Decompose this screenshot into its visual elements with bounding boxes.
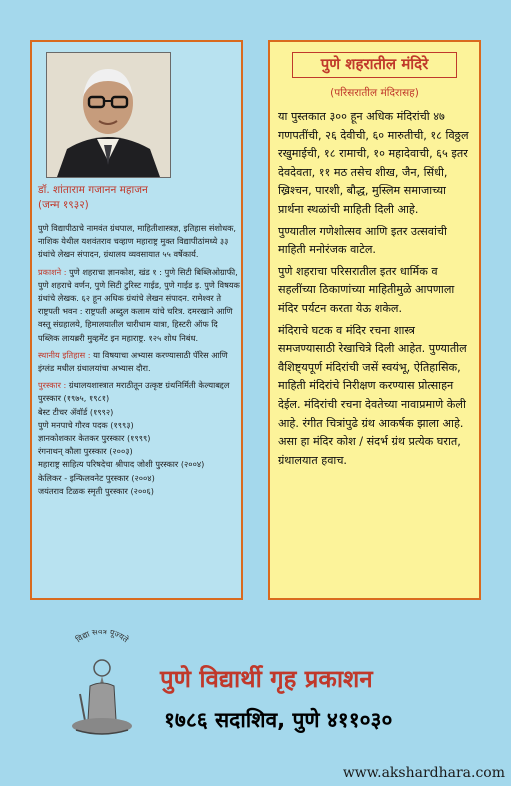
award-item: ग्रंथालयशास्त्रात मराठीतून उत्कृष्ट ग्रंथनिर्मिती केल्याबद्दल पुरस्कार (१९७५, १९८१) [38,380,230,404]
book-title: पुणे शहरातील मंदिरे [292,52,457,78]
publisher-address: १७८६ सदाशिव, पुणे ४११०३० [164,708,393,732]
award-item: जयंतराव टिळक स्मृती पुरस्कार (२००६) [38,485,154,496]
study-text: या विषयाचा अभ्यास करण्यासाठी पॅरिस आणि इंग्लंड मधील ग्रंथालयांचा अभ्यास दौरा. [38,349,228,374]
award-item: बेस्ट टीचर ॲवॉर्ड (१९९२) [38,406,114,417]
author-photo [46,52,171,178]
award-item: रंगनाथन् कौला पुरस्कार (२००३) [38,446,133,457]
desc-paragraph: मंदिराचे घटक व मंदिर रचना शास्त्र समजण्यासाठी रेखाचित्रे दिली आहेत. पुण्यातील वैशिष्ट्यपूर्ण मंदिरांची जसें स्वयंभू, ऐतिहासिक, माहिती मंदिरांचे निरीक्षण करण्यास प्रोत्साहन देईल. मंदिरांची रचना देवतेच्या नावाप्रमाणे केली आहे. रंगीत चित्रांपुढे ग्रंथ आकर्षक झाला आहे. असा हा मंदिर कोश / संदर्भ ग्रंथ प्रत्येक घरात, ग्रंथालयात हवाच. [278,323,467,467]
desc-paragraph: पुणे शहराचा परिसरातील इतर धार्मिक व सहलींच्या ठिकाणांच्या माहितीमुळे आपणाला मंदिर पर्यटन करता येऊ शकेल. [278,264,455,315]
bio-study [38,349,240,375]
study-label: स्थानीय इतिहास : [38,349,91,360]
author-portrait-icon [47,53,170,177]
author-bio [38,222,240,502]
bio-intro: पुणे विद्यापीठाचे नामवंत ग्रंथपाल, माहितीशास्त्रज्ञ, इतिहास संशोधक, नाशिक येथील यशवंतराव चव्हाण महाराष्ट्र मुक्त विद्यापीठांमध्ये ३३ ग्रंथांचे लेखन संपादन, ग्रंथालय व्यवसायात ५५ वर्षेकार्य. [38,223,237,260]
award-item: पुणे मनपाचे गौरव पदक (१९९३) [38,419,134,430]
logo-motto: विद्या सर्वत्र पूज्यते [74,630,130,645]
bio-awards [38,379,240,498]
award-item: ज्ञानकोशकार केतकर पुरस्कार (१९९९) [38,433,151,444]
bio-works [38,266,240,345]
desc-paragraph: पुण्यातील गणेशोत्सव आणि इतर उत्सवांची माहिती मनोरंजक वाटेल. [278,224,447,257]
saraswati-logo-icon [56,630,148,742]
book-subtitle: (परिसरातील मंदिरासह) [330,87,419,99]
svg-text:विद्या सर्वत्र पूज्यते [74,630,131,645]
award-item: महाराष्ट्र साहित्य परिषदेचा श्रीपाद जोशी पुरस्कार (२००४) [38,459,205,470]
book-panel [268,40,481,600]
publisher-logo [56,630,148,742]
watermark-url[interactable]: www.akshardhara.com [342,765,505,781]
desc-paragraph: या पुस्तकात ३०० हून अधिक मंदिरांची ४७ गणपतींची, २६ देवीची, ६० मारुतीची, १८ विठ्ठल रखुमाईची, १८ रामाची, १० महादेवाची, ६५ इतर देवदेवता, ११ मठ तसेच शीख, जैन, सिंधी, ख्रिश्चन, पारशी, बौद्ध, मुस्लिम समाजाच्या प्रार्थना स्थळांची माहिती दिली आहे. [278,110,469,216]
awards-label: पुरस्कार : [38,380,67,391]
author-birth-year: (जन्म १९३२) [38,199,89,211]
book-description [278,108,474,473]
publisher-name: पुणे विद्यार्थी गृह प्रकाशन [160,665,373,693]
works-label: प्रकाशने : [38,266,67,277]
award-item: केलिकर - इन्फिलवनेट पुरस्कार (२००४) [38,472,155,483]
author-name: डॉ. शांताराम गजानन महाजन [38,184,148,196]
author-panel [30,40,243,600]
works-text: पुणे शहराचा ज्ञानकोश, खंड १ : पुणे सिटी बिब्लिओग्राफी, पुणे शहराचे वर्णन, पुणे सिटी टुरिस्ट गाईड, पुणे गाईड इ. पुणे विषयक ग्रंथांचे लेखक. ६२ हून अधिक ग्रंथांचे लेखन संपादन. रामेश्वर ते राष्ट्रपती भवन : राष्ट्रपती अब्दुल कलाम यांचे चरित्र. दमरखाने आणि वस्तू संग्रहालये, हिमालयातील चारीधाम यात्रा, हिस्टरी ऑफ दि पब्लिक लायब्ररी मुव्हमेंट इन महाराष्ट्र. १२५ शोध निबंध. [38,266,240,343]
